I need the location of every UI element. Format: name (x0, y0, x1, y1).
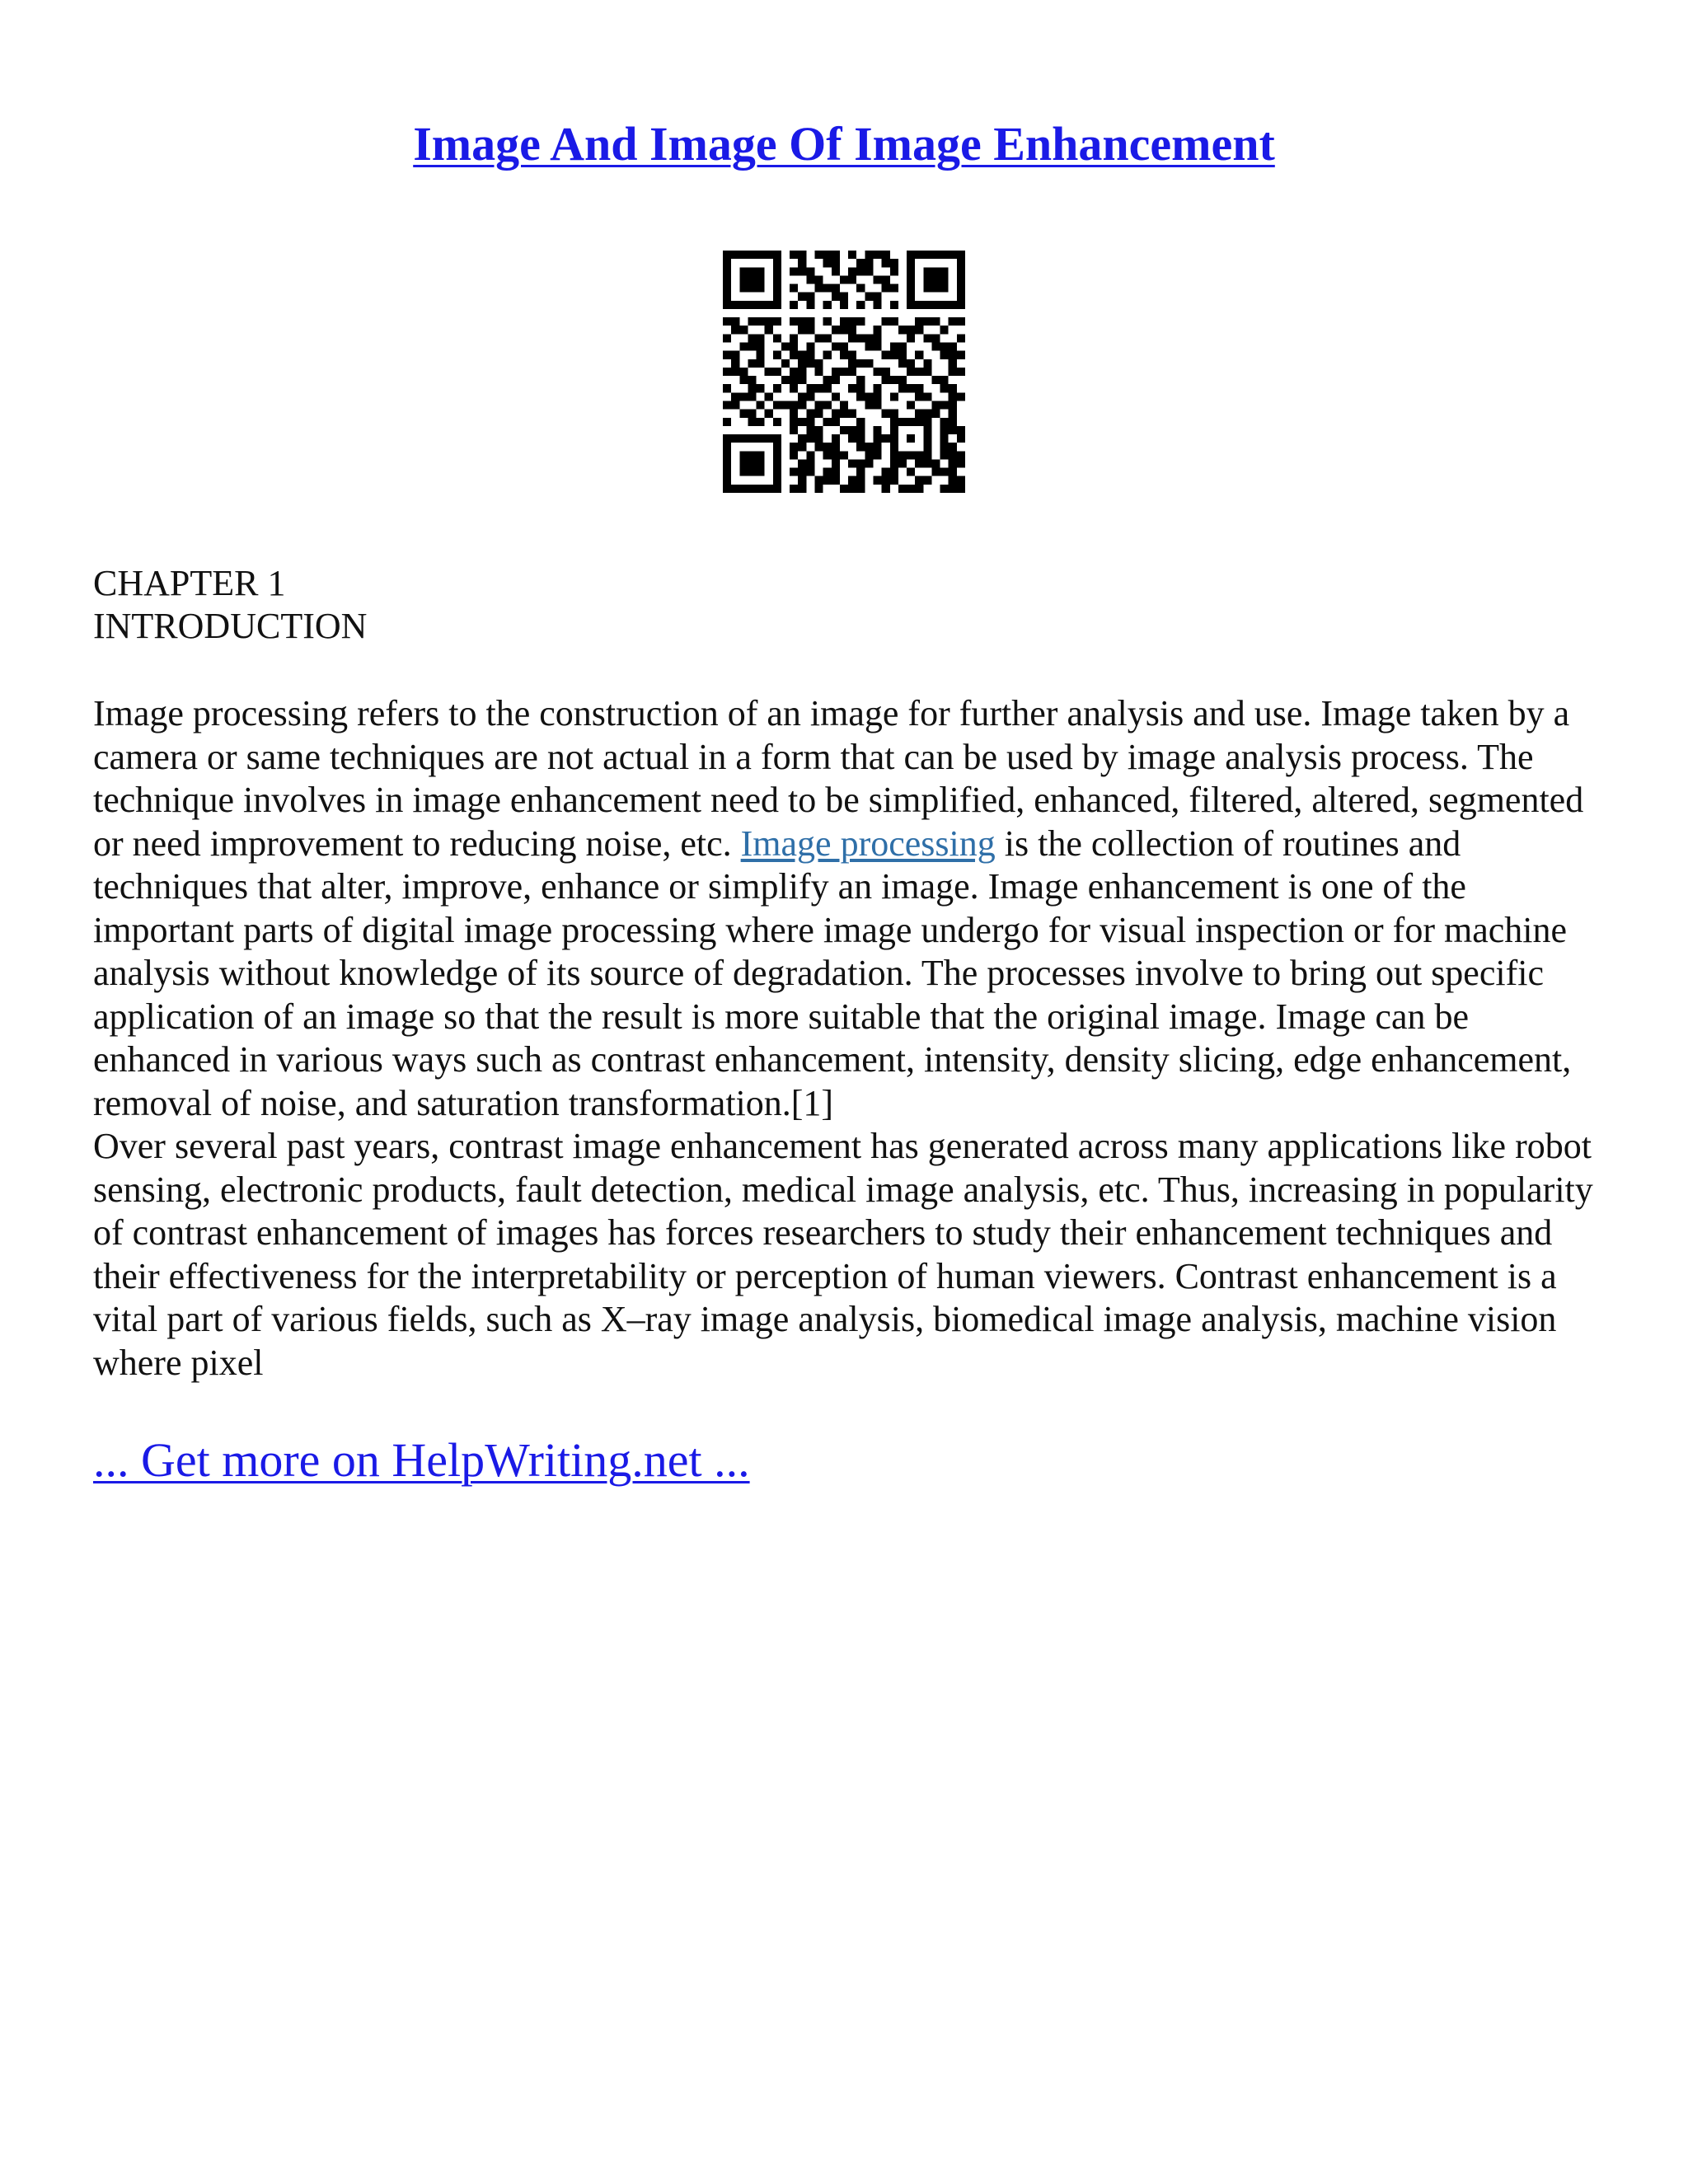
page-title (0, 115, 1688, 173)
more-link-container (93, 1432, 750, 1488)
paragraph-contrast: Over several past years, contrast image enhancement has generated across many applications like robot sensing, electronic products, fault detection, medical image analysis, etc. Thus, increasing in popularity of contrast enhancement of images has forces researchers to study their enhancement techniques and their effectiveness for the interpretability or perception of human viewers. Contrast enhancement is a vital part of various fields, such as X–ray image analysis, biomedical image analysis, machine vision where pixel (93, 1126, 1593, 1383)
body-text (93, 692, 1610, 1385)
paragraph-intro (93, 692, 1610, 1125)
paragraph-intro-end: is the collection of routines and techniques that alter, improve, enhance or simplify an image. Image enhancement is one of the important parts of digital image processing where image undergo for visual inspection or for machine analysis without knowledge of its source of degradation. The processes involve to bring out specific application of an image so that the result is more suitable that the original image. Image can be enhanced in various ways such as contrast enhancement, intensity, density slicing, edge enhancement, removal of noise, and saturation transformation.[1] (93, 823, 1572, 1123)
section-label: INTRODUCTION (93, 606, 368, 646)
image-processing-link[interactable]: Image processing (740, 823, 996, 864)
qr-code-icon (723, 251, 965, 493)
chapter-label: CHAPTER 1 (93, 563, 286, 603)
chapter-heading (93, 562, 367, 648)
title-link[interactable]: Image And Image Of Image Enhancement (413, 117, 1275, 171)
get-more-link[interactable]: ... Get more on HelpWriting.net ... (93, 1433, 750, 1487)
paragraph-intro-start: Image processing refers to the construction of an image for further analysis and use. Image taken by a camera or same techniques are not actual in a form that can be used by image analysis process. The technique involves in image enhancement need to be simplified, enhanced, filtered, altered, segmented or need improvement to reducing noise, etc. (93, 693, 1584, 864)
